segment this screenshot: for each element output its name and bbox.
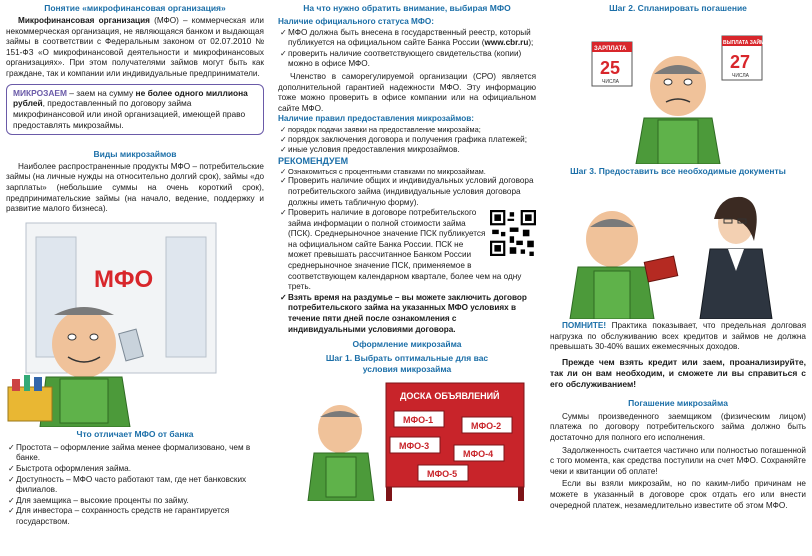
subheading-official-status: Наличие официального статуса МФО:: [278, 17, 434, 26]
documents-illustration: [550, 179, 806, 319]
list-item: ✓ порядок подачи заявки на предоставление микрозайма;: [280, 124, 481, 134]
column-right: [544, 0, 812, 556]
list-item: ✓проверить наличие соответствующего свидетельства (копии) можно в офисе МФО.: [280, 48, 522, 69]
microloan-limit: не более одного миллиона рублей: [13, 87, 248, 109]
microloan-text-a: – заем на сумму: [66, 87, 136, 98]
list-item: ✓порядок заключения договора и получения графика платежей;: [280, 134, 528, 144]
microloan-text-b: , предоставленный по договору займа микрофинансовой или иной организацией, имеющей право предоставлять микрозаймы.: [13, 98, 246, 130]
remember-label: ПОМНИТЕ!: [562, 321, 607, 330]
board-item: МФО-2: [471, 421, 502, 432]
board-item: МФО-4: [463, 449, 494, 460]
list-item: ✓иные условия предоставления микрозаймов.: [280, 145, 460, 155]
list-item: ✓МФО должна быть внесена в государственный реестр, который публикуется на официальном сайте Банка России (www.cbr.ru);: [280, 27, 534, 48]
list-item: ✓Взять время на раздумье – вы можете заключить договор потребительского займа на указанных МФО условиях в течение пяти дней после ознакомления с индивидуальными условиями договора.: [280, 292, 527, 334]
mfo-definition-text: (МФО) – коммерческая или некоммерческая организация, не являющаяся банком и выдающая займы в соответствии с Федеральным законом от 02.07.2010 № 151-ФЗ «О микрофинансовой деятельности и микрофинансовых организациях». При этом получателями займов могут быть как граждане, так и компании или индивидуальные предприниматели.: [6, 16, 264, 78]
section-title-repayment: Погашение микрозайма: [628, 397, 728, 408]
list-item: ✓ Ознакомиться с процентными ставками по микрозаймам.: [280, 166, 486, 176]
step-2-title: Шаг 2. Спланировать погашение: [609, 3, 747, 13]
remember-text: Практика показывает, что предельная долговая нагрузка по обслуживанию всех кредитов и займов не должна превышать 30-40% ваших ежемесячных доходов.: [550, 321, 806, 352]
section-title-loan-types: Виды микрозаймов: [93, 148, 177, 159]
mfo-sign-text: МФО: [94, 265, 154, 293]
list-item: ✓Проверить наличие общих и индивидуальных условий договора потребительского займа (индивидуальные условия договора должны иметь табличную форму).: [280, 176, 534, 207]
board-title: ДОСКА ОБЪЯВЛЕНИЙ: [400, 391, 500, 402]
mfo-term: Микрофинансовая организация: [18, 16, 150, 25]
calendar-2-bottom: ЧИСЛА: [732, 73, 749, 79]
qr-code-icon: [490, 210, 536, 256]
calendar-1-number: 25: [600, 58, 621, 78]
microloan-label: МИКРОЗАЕМ: [13, 87, 67, 98]
bulletin-board-illustration: [278, 377, 536, 501]
list-item: ✓Простота – оформление займа менее формализовано, чем в банке.: [8, 442, 251, 463]
step-3-title: Шаг 3. Предоставить все необходимые документы: [570, 166, 786, 176]
repayment-text-1: Суммы произведенного заемщиком (физическим лицом) платежа по договору потребительского займа должно быть достаточно для полного его исполнения.: [550, 411, 806, 442]
calendar-1-bottom: ЧИСЛА: [602, 79, 619, 85]
calendar-illustration: [550, 16, 806, 164]
mfo-office-illustration: [6, 219, 264, 427]
calendar-1-top: ЗАРПЛАТА: [594, 46, 627, 52]
column-middle: [272, 0, 542, 556]
section-title-difference: Что отличает МФО от банка: [76, 428, 194, 439]
subheading-rules: Наличие правил предоставления микрозаймов:: [278, 114, 475, 124]
loan-types-text: Наиболее распространенные продукты МФО – потребительские займы (на личные нужды на относительно долгий срок), займы «до зарплаты» (небольшие суммы на очень короткий срок), предпринимательские займы (на начало, ведение, поддержку и развитие малого бизнеса).: [6, 161, 264, 214]
mfo-definition: [6, 16, 264, 80]
step-1-title: Шаг 1. Выбрать оптимальные для вас условия микрозайма: [325, 353, 489, 375]
calendar-2-number: 27: [730, 52, 751, 72]
calendar-2-top: ВЫПЛАТА ЗАЙМА: [723, 40, 768, 46]
list-item: ✓Проверить наличие в договоре потребительского займа информации о полной стоимости займа (ПСК). Среднерыночное значение ПСК публикуется на официальном сайте Банка России. ПСК не может превышать рассчитанное Банком России среднерыночное значение ПСК, применяемое в соответствующем календарном квартале, более чем на одну треть.: [278, 208, 536, 293]
list-item: ✓Для заемщика – высокие проценты по займу.: [8, 495, 189, 505]
list-item: ✓Доступность – МФО часто работают там, где нет банковских филиалов.: [8, 474, 247, 495]
sro-text: Членство в саморегулируемой организации (СРО) является дополнительной гарантией надежности МФО. Эту информацию тоже можно проверить в офисе компании или на официальном сайте МФО.: [278, 71, 536, 113]
repayment-text-3: Если вы взяли микрозайм, но по каким-либо причинам не можете в указанный в договоре срок отдать его или внести очередной платеж, незамедлительно известите об этом МФО.: [550, 479, 806, 510]
board-item: МФО-1: [403, 415, 434, 426]
section-title-choose-mfo: На что нужно обратить внимание, выбирая МФО: [303, 3, 511, 13]
column-left: [0, 0, 270, 556]
list-item: ✓Для инвестора – сохранность средств не гарантируется государством.: [8, 506, 230, 526]
section-title-issuing: Оформление микрозайма: [352, 339, 462, 350]
repayment-text-2: Задолженность считается частично или полностью погашенной с того момента, как средства поступили на счет МФО. Сохраняйте чеки и квитанции об оплате!: [550, 445, 806, 476]
section-title-mfo-concept: Понятие «микрофинансовая организация»: [44, 3, 226, 13]
remember-note: [550, 321, 806, 353]
subheading-recommend: РЕКОМЕНДУЕМ: [278, 155, 349, 166]
cbr-link-text: www.cbr.ru: [484, 38, 529, 48]
microloan-definition-box: [6, 84, 264, 135]
list-item: ✓Быстрота оформления займа.: [8, 463, 132, 473]
difference-list: [6, 443, 264, 528]
board-item: МФО-5: [427, 469, 458, 480]
important-advice: Прежде чем взять кредит или заем, проанализируйте, так ли он вам необходим, и сможете ли вы справиться с его обслуживанием!: [550, 356, 806, 389]
board-item: МФО-3: [399, 441, 430, 452]
